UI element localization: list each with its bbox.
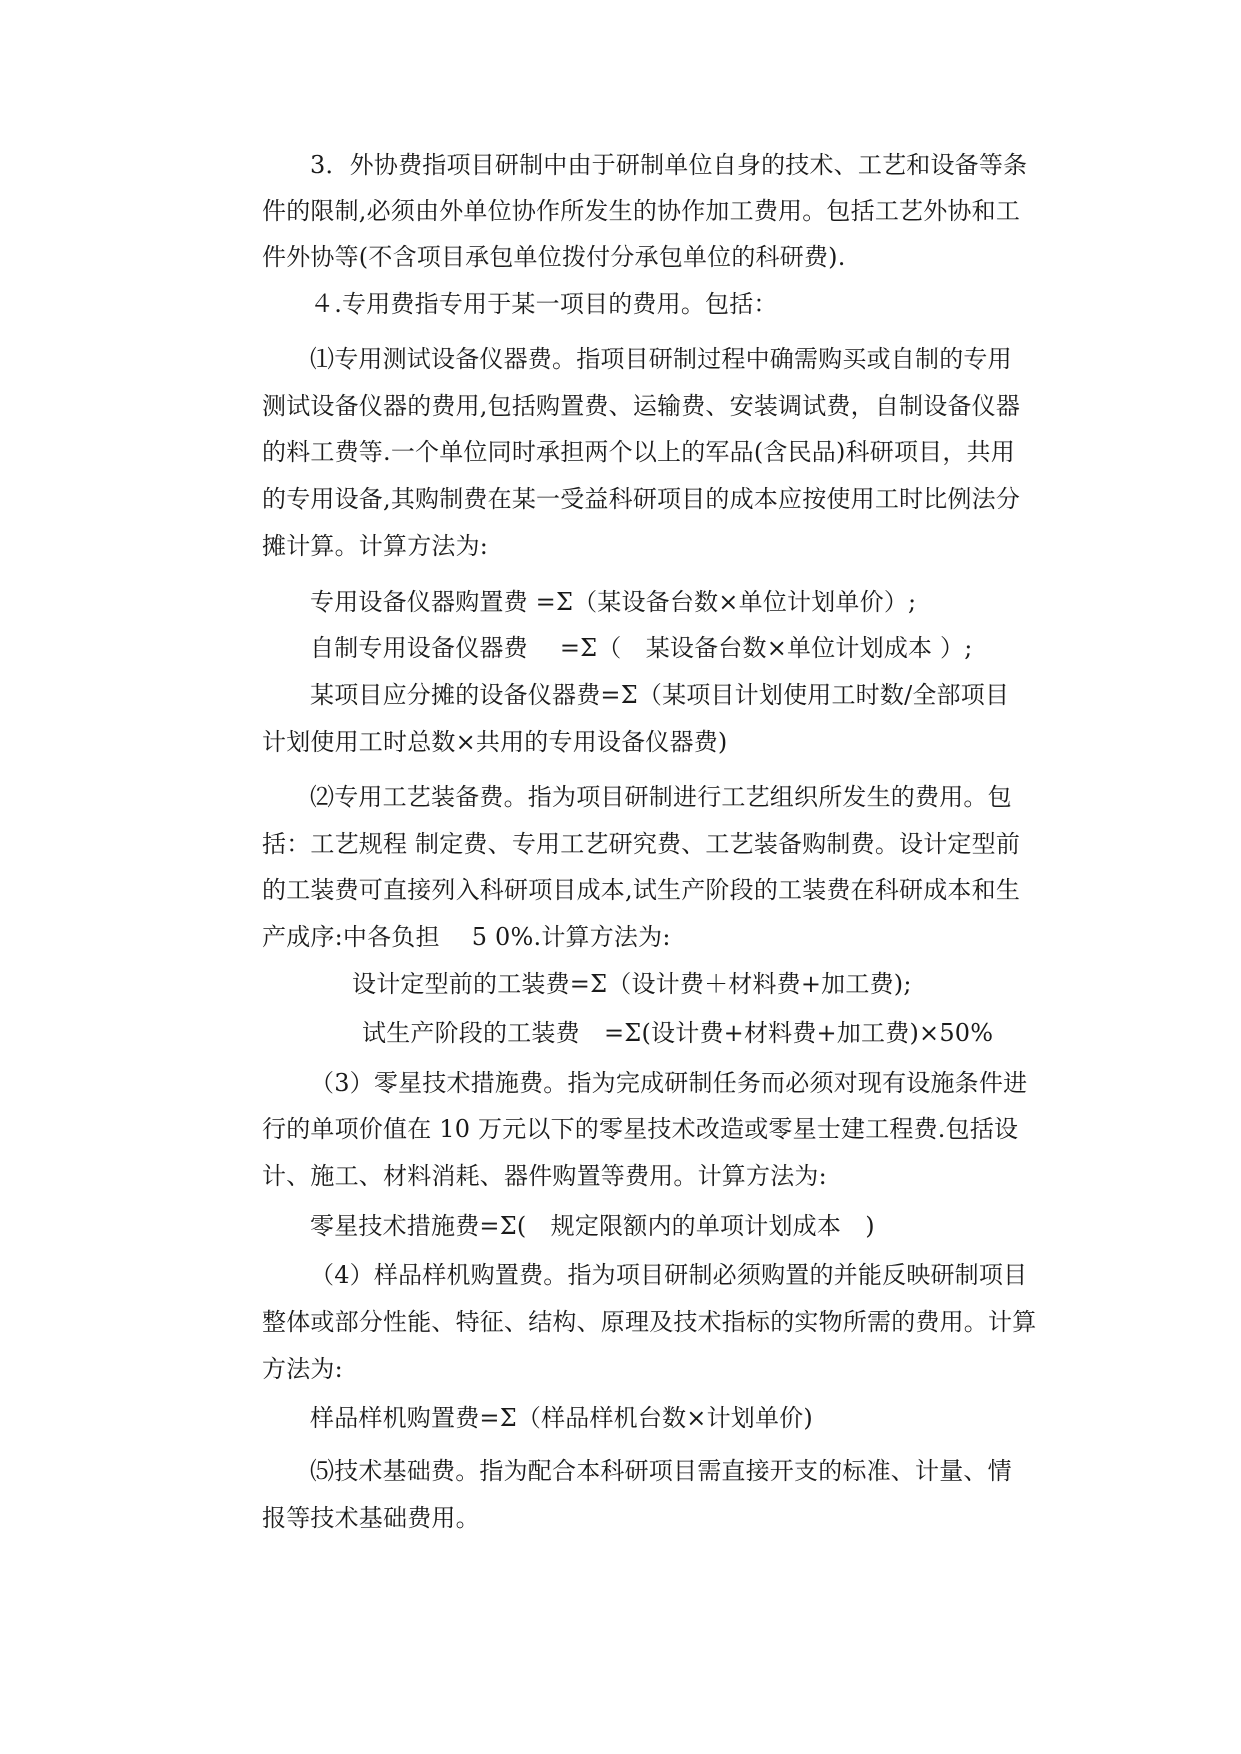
item-4-line-3: 方法为: [262, 1355, 343, 1383]
item-1-line-4: 的专用设备,其购制费在某一受益科研项目的成本应按使用工时比例法分 [262, 485, 1021, 513]
item-4-line-2: 整体或部分性能、特征、结构、原理及技术指标的实物所需的费用。计算 [262, 1308, 1037, 1336]
item-1-line-5: 摊计算。计算方法为: [262, 532, 489, 560]
item-3-line-2: 行的单项价值在 10 万元以下的零星技术改造或零星士建工程费.包括设 [262, 1115, 1019, 1143]
item-2-line-4: 产成序:中各负担 5 0%.计算方法为: [262, 923, 671, 951]
formula-tooling-design: 设计定型前的工装费=Σ（设计费＋材料费+加工费); [352, 970, 912, 998]
item-5-line-1: ⑸技术基础费。指为配合本科研项目需直接开支的标准、计量、情 [310, 1457, 1012, 1485]
item-2-line-3: 的工装费可直接列入科研项目成本,试生产阶段的工装费在科研成本和生 [262, 876, 1021, 904]
formula-tech-measures: 零星技术措施费=Σ( 规定限额内的单项计划成本 ) [310, 1212, 875, 1240]
formula-samples: 样品样机购置费=Σ（样品样机台数×计划单价) [310, 1404, 813, 1432]
item-5-line-2: 报等技术基础费用。 [262, 1504, 480, 1532]
item-4-line-1: （4）样品样机购置费。指为项目研制必须购置的并能反映研制项目 [310, 1261, 1028, 1289]
formula-tooling-trial: 试生产阶段的工装费 =Σ(设计费+材料费+加工费)×50% [362, 1019, 994, 1047]
formula-self-made: 自制专用设备仪器费 =Σ（ 某设备台数×单位计划成本 ）; [310, 634, 973, 662]
item-1-line-3: 的料工费等.一个单位同时承担两个以上的军品(含民品)科研项目，共用 [262, 438, 1015, 466]
paragraph-3-line-1: 3．外协费指项目研制中由于研制单位自身的技术、工艺和设备等条 [310, 151, 1028, 179]
formula-allocation-line-2: 计划使用工时总数×共用的专用设备仪器费) [262, 728, 728, 756]
formula-purchase: 专用设备仪器购置费 =Σ（某设备台数×单位计划单价）; [310, 588, 917, 616]
paragraph-3-line-3: 件外协等(不含项目承包单位拨付分承包单位的科研费). [262, 243, 846, 271]
item-3-line-3: 计、施工、材料消耗、器件购置等费用。计算方法为: [262, 1162, 827, 1190]
paragraph-3-line-2: 件的限制,必须由外单位协作所发生的协作加工费用。包括工艺外协和工 [262, 197, 1021, 225]
item-2-line-1: ⑵专用工艺装备费。指为项目研制进行工艺组织所发生的费用。包 [310, 783, 1012, 811]
item-1-line-1: ⑴专用测试设备仪器费。指项目研制过程中确需购买或自制的专用 [310, 345, 1012, 373]
item-1-line-2: 测试设备仪器的费用,包括购置费、运输费、安装调试费，自制设备仪器 [262, 392, 1021, 420]
item-3-line-1: （3）零星技术措施费。指为完成研制任务而必须对现有设施条件进 [310, 1069, 1028, 1097]
item-2-line-2: 括：工艺规程 制定费、专用工艺研究费、工艺装备购制费。设计定型前 [262, 830, 1021, 858]
paragraph-4-heading: ４.专用费指专用于某一项目的费用。包括： [310, 290, 778, 318]
formula-allocation-line-1: 某项目应分摊的设备仪器费=Σ（某项目计划使用工时数/全部项目 [310, 681, 1010, 709]
